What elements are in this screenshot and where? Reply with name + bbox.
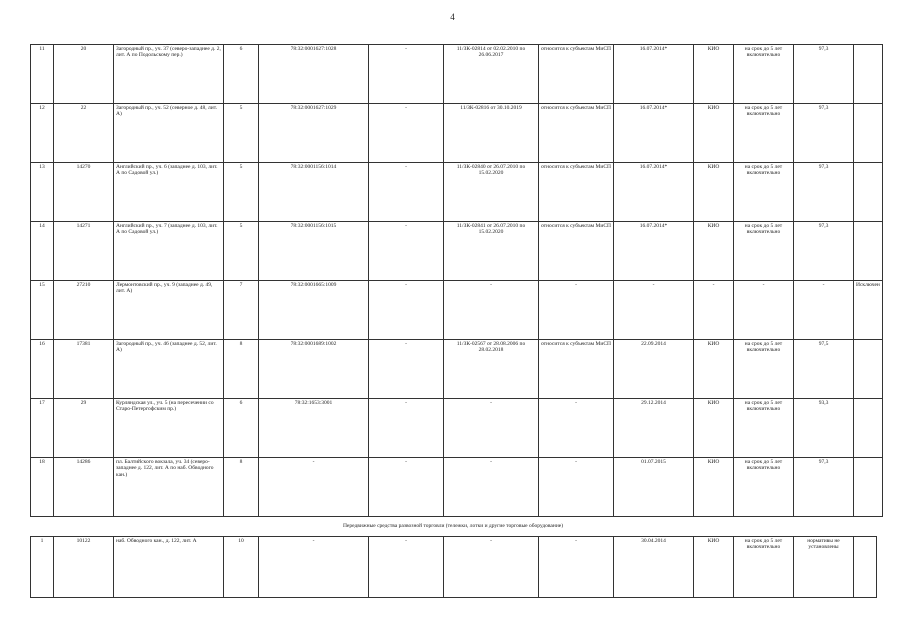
main-table xyxy=(30,44,883,517)
cell-note xyxy=(854,340,883,399)
page-number: 4 xyxy=(450,12,455,22)
cell-cadastral-number: 78:32:0001665:1009 xyxy=(259,281,369,340)
cell-kio: КИО xyxy=(694,163,734,222)
cell-address: наб. Обводного кан., д. 122, лит. А xyxy=(114,537,224,598)
cell-address: Загородный пр., уч. 37 (северо-западнее д. 2, лит. А по Подольскому пер.) xyxy=(114,45,224,104)
cell-date: 22.09.2014 xyxy=(614,340,694,399)
cell-kio: КИО xyxy=(694,537,734,598)
cell-kio: - xyxy=(694,281,734,340)
cell-row-number: 12 xyxy=(31,104,54,163)
cell-address: Английский пр., уч. 7 (западнее д. 103, лит. А по Садовой ул.) xyxy=(114,222,224,281)
cell-note xyxy=(854,537,877,598)
movable-table-row xyxy=(31,537,877,598)
table-row xyxy=(31,458,883,517)
cell-object-id: 14270 xyxy=(54,163,114,222)
cell-term: на срок до 5 лет включительно xyxy=(734,104,794,163)
cell-cadastral-number: - xyxy=(259,537,369,598)
cell-object-id: 17381 xyxy=(54,340,114,399)
cell-agreement: - xyxy=(444,399,539,458)
cell-cadastral-number: 78:32:0001156:1015 xyxy=(259,222,369,281)
cell-object-id: 10122 xyxy=(54,537,114,598)
cell-date: 29.12.2014 xyxy=(614,399,694,458)
cell-agreement: - xyxy=(444,458,539,517)
cell-column-6: - xyxy=(369,104,444,163)
movable-table xyxy=(30,536,877,598)
cell-kio: КИО xyxy=(694,45,734,104)
cell-count: 5 xyxy=(224,163,259,222)
cell-agreement: 11/ЗК-02840 от 26.07.2010 по 15.02.2020 xyxy=(444,163,539,222)
cell-address: Курляндская ул., уч. 5 (на пересечении со Старо-Петергофским пр.) xyxy=(114,399,224,458)
cell-subject-category: - xyxy=(539,281,614,340)
cell-agreement: - xyxy=(444,537,539,598)
cell-percent: 97,3 xyxy=(794,45,854,104)
cell-date: - xyxy=(614,281,694,340)
table-row xyxy=(31,45,883,104)
cell-date: 16.07.2014* xyxy=(614,104,694,163)
cell-column-6: - xyxy=(369,45,444,104)
cell-date: 16.07.2014* xyxy=(614,222,694,281)
cell-count: 5 xyxy=(224,104,259,163)
cell-percent: 97,3 xyxy=(794,222,854,281)
cell-note: Исключен xyxy=(854,281,883,340)
cell-cadastral-number: 78:32:0001627:1028 xyxy=(259,45,369,104)
cell-object-id: 14286 xyxy=(54,458,114,517)
cell-object-id: 27210 xyxy=(54,281,114,340)
table-row xyxy=(31,340,883,399)
cell-note xyxy=(854,104,883,163)
cell-address: Загородный пр., уч. 46 (западнее д. 52, лит. А) xyxy=(114,340,224,399)
cell-column-6: - xyxy=(369,163,444,222)
cell-note xyxy=(854,399,883,458)
cell-subject-category: - xyxy=(539,458,614,517)
cell-date: 16.07.2014* xyxy=(614,45,694,104)
cell-note xyxy=(854,45,883,104)
cell-count: 10 xyxy=(224,537,259,598)
cell-subject-category: - xyxy=(539,399,614,458)
cell-agreement: 11/ЗК-02814 от 02.02.2010 по 26.06.2017 xyxy=(444,45,539,104)
cell-address: Загородный пр., уч. 52 (северное д. 48, лит. А) xyxy=(114,104,224,163)
cell-cadastral-number: 78:32:0001689:1002 xyxy=(259,340,369,399)
table-row xyxy=(31,222,883,281)
cell-subject-category: - xyxy=(539,537,614,598)
cell-percent: 97,3 xyxy=(794,104,854,163)
cell-column-6: - xyxy=(369,458,444,517)
cell-row-number: 18 xyxy=(31,458,54,517)
cell-address: пл. Балтийского вокзала, уч. 34 (северо-западнее д. 122, лит. А по наб. Обводного кан.) xyxy=(114,458,224,517)
cell-count: 5 xyxy=(224,222,259,281)
cell-kio: КИО xyxy=(694,458,734,517)
cell-object-id: 29 xyxy=(54,399,114,458)
cell-term: на срок до 5 лет включительно xyxy=(734,45,794,104)
cell-date: 01.07.2015 xyxy=(614,458,694,517)
cell-percent: 97,3 xyxy=(794,458,854,517)
cell-term: на срок до 5 лет включительно xyxy=(734,222,794,281)
cell-row-number: 11 xyxy=(31,45,54,104)
cell-term: на срок до 5 лет включительно xyxy=(734,458,794,517)
cell-percent: 97,3 xyxy=(794,163,854,222)
cell-count: 8 xyxy=(224,458,259,517)
cell-agreement: 11/ЗК-02816 от 30.10.2019 xyxy=(444,104,539,163)
cell-note xyxy=(854,222,883,281)
cell-count: 7 xyxy=(224,281,259,340)
cell-row-number: 17 xyxy=(31,399,54,458)
cell-term: на срок до 5 лет включительно xyxy=(734,399,794,458)
cell-subject-category: относится к субъектам МиСП xyxy=(539,222,614,281)
cell-date: 30.04.2014 xyxy=(614,537,694,598)
table-row xyxy=(31,399,883,458)
cell-object-id: 14271 xyxy=(54,222,114,281)
cell-subject-category: относится к субъектам МиСП xyxy=(539,163,614,222)
cell-cadastral-number: - xyxy=(259,458,369,517)
cell-column-6: - xyxy=(369,340,444,399)
cell-column-6: - xyxy=(369,537,444,598)
cell-percent: 93,3 xyxy=(794,399,854,458)
cell-row-number: 1 xyxy=(31,537,54,598)
cell-agreement: - xyxy=(444,281,539,340)
cell-row-number: 14 xyxy=(31,222,54,281)
cell-subject-category: относится к субъектам МиСП xyxy=(539,45,614,104)
table-row xyxy=(31,104,883,163)
cell-date: 16.07.2014* xyxy=(614,163,694,222)
cell-address: Английский пр., уч. 6 (западнее д. 103, лит. А по Садовой ул.) xyxy=(114,163,224,222)
section-title: Передвижные средства развозной торговли (тележки, лотки и другие торговые оборудование) xyxy=(342,523,564,529)
cell-row-number: 15 xyxy=(31,281,54,340)
cell-term: на срок до 5 лет включительно xyxy=(734,163,794,222)
cell-term: на срок до 5 лет включительно xyxy=(734,340,794,399)
cell-cadastral-number: 78:32:1653:3001 xyxy=(259,399,369,458)
cell-column-6: - xyxy=(369,222,444,281)
cell-column-6: - xyxy=(369,281,444,340)
cell-term: - xyxy=(734,281,794,340)
table-row xyxy=(31,281,883,340)
cell-column-6: - xyxy=(369,399,444,458)
cell-note xyxy=(854,458,883,517)
cell-row-number: 13 xyxy=(31,163,54,222)
cell-subject-category: относится к субъектам МиСП xyxy=(539,104,614,163)
cell-agreement: 11/ЗК-02567 от 28.08.2006 по 28.02.2018 xyxy=(444,340,539,399)
cell-agreement: 11/ЗК-02841 от 26.07.2010 по 15.02.2020 xyxy=(444,222,539,281)
cell-cadastral-number: 78:32:0001627:1029 xyxy=(259,104,369,163)
cell-subject-category: относится к субъектам МиСП xyxy=(539,340,614,399)
cell-percent: 97,5 xyxy=(794,340,854,399)
cell-cadastral-number: 78:32:0001156:1014 xyxy=(259,163,369,222)
cell-kio: КИО xyxy=(694,399,734,458)
cell-kio: КИО xyxy=(694,104,734,163)
cell-kio: КИО xyxy=(694,340,734,399)
cell-count: 8 xyxy=(224,340,259,399)
cell-row-number: 16 xyxy=(31,340,54,399)
cell-count: 6 xyxy=(224,399,259,458)
cell-term: на срок до 5 лет включительно xyxy=(734,537,794,598)
table-row xyxy=(31,163,883,222)
cell-kio: КИО xyxy=(694,222,734,281)
cell-percent: - xyxy=(794,281,854,340)
cell-address: Лермонтовский пр., уч. 9 (западнее д. 49, лит. А) xyxy=(114,281,224,340)
cell-object-id: 22 xyxy=(54,104,114,163)
cell-count: 6 xyxy=(224,45,259,104)
cell-percent: нормативы не установлены xyxy=(794,537,854,598)
cell-note xyxy=(854,163,883,222)
cell-object-id: 20 xyxy=(54,45,114,104)
